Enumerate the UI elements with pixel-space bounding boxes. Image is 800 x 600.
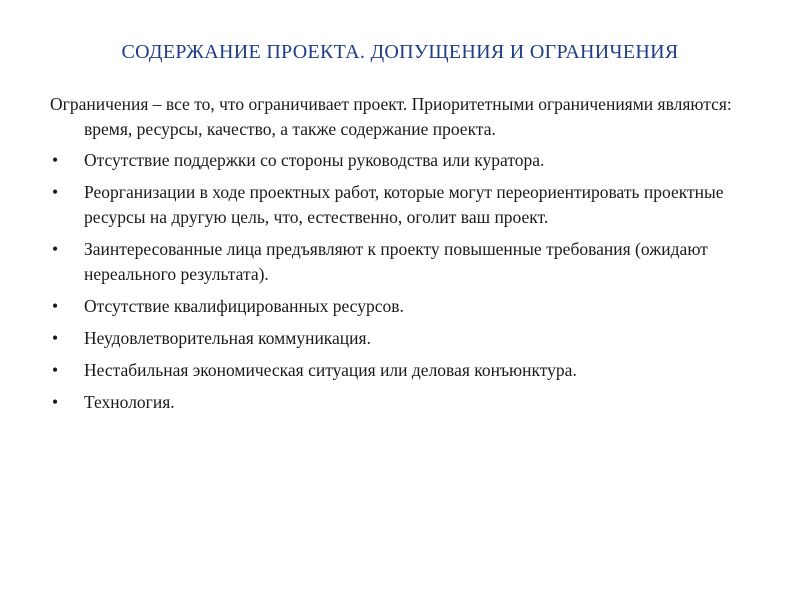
intro-paragraph: Ограничения – все то, что ограничивает проект. Приоритетными ограничениями являются: время, ресурсы, качество, а также содержание проекта.: [50, 94, 732, 139]
list-item-text: Неудовлетворительная коммуникация.: [84, 328, 371, 348]
list-item-text: Технология.: [84, 392, 175, 412]
list-item: [50, 358, 740, 383]
bullet-icon: •: [52, 328, 59, 348]
list-item: [50, 326, 740, 351]
bullet-icon: •: [52, 360, 59, 380]
list-item: [50, 294, 740, 319]
slide-title: СОДЕРЖАНИЕ ПРОЕКТА. ДОПУЩЕНИЯ И ОГРАНИЧЕНИЯ: [121, 41, 679, 63]
list-item-text: Реорганизации в ходе проектных работ, которые могут переориентировать проектные ресурсы на другую цель, что, естественно, оголит ваш проект.: [84, 182, 724, 227]
list-item: [50, 148, 740, 173]
list-item: [50, 237, 740, 287]
slide-content: [50, 92, 740, 422]
list-item-text: Заинтересованные лица предъявляют к проекту повышенные требования (ожидают нереального результата).: [84, 239, 708, 284]
list-item-text: Отсутствие квалифицированных ресурсов.: [84, 296, 404, 316]
list-item-text: Отсутствие поддержки со стороны руководства или куратора.: [84, 150, 545, 170]
list-item-text: Нестабильная экономическая ситуация или деловая конъюнктура.: [84, 360, 577, 380]
list-item: [50, 390, 740, 415]
bullet-icon: •: [52, 150, 59, 170]
bullet-icon: •: [52, 392, 59, 412]
bullet-list: [50, 148, 740, 415]
bullet-icon: •: [52, 239, 59, 259]
list-item: [50, 180, 740, 230]
bullet-icon: •: [52, 182, 59, 202]
bullet-icon: •: [52, 296, 59, 316]
